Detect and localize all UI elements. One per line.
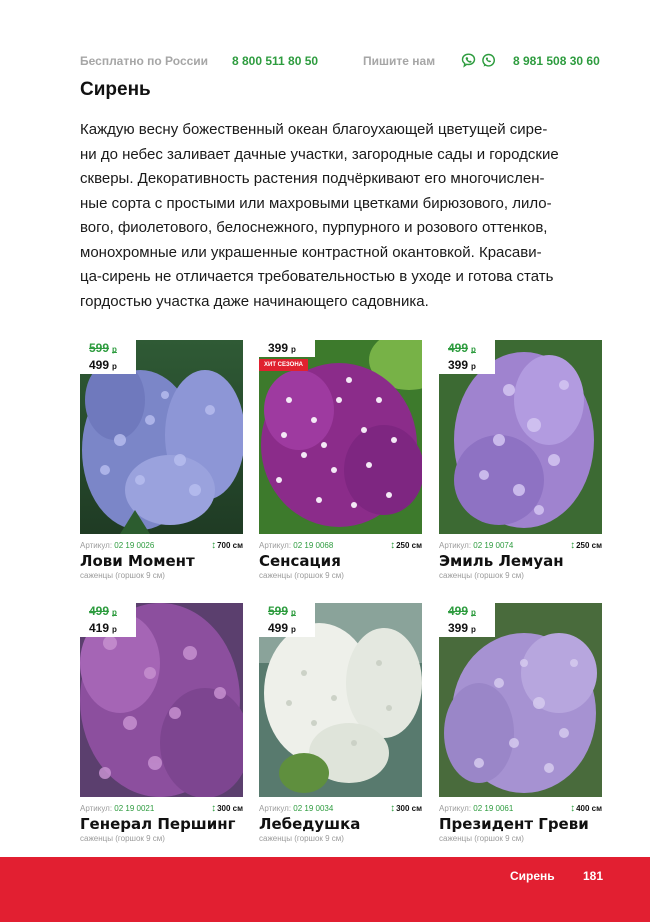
messenger-phone-number[interactable]: 8 981 508 30 60 [513,54,600,68]
height-arrow-icon: ↕ [390,540,396,551]
price-tag [439,340,495,374]
article-number: Артикул: 02 19 0034 [259,804,334,813]
product-subtitle: саженцы (горшок 9 см) [439,571,524,580]
product-name[interactable]: Эмиль Лемуан [439,552,564,570]
article-number: Артикул: 02 19 0068 [259,541,334,550]
product-card[interactable] [439,340,602,585]
whatsapp-icon[interactable] [481,53,496,68]
article-number: Артикул: 02 19 0021 [80,804,155,813]
plant-height: ↕400 см [570,803,602,814]
page-number: 181 [583,869,604,883]
product-meta [439,540,602,551]
product-name[interactable]: Сенсация [259,552,341,570]
product-name[interactable]: Лебедушка [259,815,361,833]
product-name[interactable]: Президент Греви [439,815,589,833]
product-card[interactable] [80,603,243,848]
old-price: 599 р [89,341,117,355]
current-price: 399 р [268,341,296,355]
viber-icon[interactable] [461,53,476,68]
intro-line: ца-сирень не отличается требовательностью в уходе и готова стать [80,268,554,285]
height-arrow-icon: ↕ [211,803,217,814]
plant-height: ↕300 см [390,803,422,814]
current-price: 499 р [89,358,117,372]
article-number: Артикул: 02 19 0061 [439,804,514,813]
product-card[interactable] [439,603,602,848]
intro-line: Каждую весну божественный океан благоухающей цветущей сире- [80,121,548,138]
price-tag [439,603,495,637]
current-price: 499 р [268,621,296,635]
height-arrow-icon: ↕ [211,540,217,551]
product-card[interactable] [80,340,243,585]
product-subtitle: саженцы (горшок 9 см) [80,834,165,843]
intro-line: вого, фиолетового, белоснежного, пурпурного и розового оттенков, [80,219,548,236]
intro-paragraph [80,118,602,314]
plant-height: ↕250 см [390,540,422,551]
intro-line: ни до небес заливает дачные участки, загородные сады и городские [80,145,559,163]
product-subtitle: саженцы (горшок 9 см) [439,834,524,843]
old-price: 499 р [448,604,476,618]
price-tag [259,340,315,357]
product-card[interactable] [259,340,422,585]
old-price: 499 р [448,341,476,355]
product-card[interactable] [259,603,422,848]
intro-line: ные сорта с простыми или махровыми цветками бирюзового, лило- [80,194,552,212]
price-tag [80,340,136,374]
intro-line: гордостью участка даже начинающего садовника. [80,292,429,310]
product-meta [259,803,422,814]
product-subtitle: саженцы (горшок 9 см) [80,571,165,580]
product-meta [439,803,602,814]
current-price: 399 р [448,358,476,372]
height-arrow-icon: ↕ [570,540,576,551]
hit-badge: ХИТ СЕЗОНА [259,359,308,371]
page-title: Сирень [80,79,151,100]
plant-height: ↕300 см [211,803,243,814]
footer-section-title: Сирень [510,869,555,883]
product-meta [80,540,243,551]
plant-height: ↕250 см [570,540,602,551]
plant-height: ↕700 см [211,540,243,551]
free-call-label: Бесплатно по России [80,54,209,68]
contact-bar [80,53,602,71]
height-arrow-icon: ↕ [390,803,396,814]
old-price: 499 р [89,604,117,618]
price-tag [259,603,315,637]
product-meta [80,803,243,814]
current-price: 399 р [448,621,476,635]
write-us-label: Пишите нам [363,54,436,68]
current-price: 419 р [89,621,117,635]
price-tag [80,603,136,637]
page-footer [0,857,650,922]
article-number: Артикул: 02 19 0026 [80,541,155,550]
product-subtitle: саженцы (горшок 9 см) [259,571,344,580]
old-price: 599 р [268,604,296,618]
intro-line: монохромные или украшенные контрастной окантовкой. Красави- [80,243,542,261]
height-arrow-icon: ↕ [570,803,576,814]
product-name[interactable]: Лови Момент [80,552,195,570]
free-phone-number[interactable]: 8 800 511 80 50 [232,54,319,68]
product-meta [259,540,422,551]
product-subtitle: саженцы (горшок 9 см) [259,834,344,843]
intro-line: скверы. Декоративность растения подчёркивают его многочислен- [80,170,545,187]
article-number: Артикул: 02 19 0074 [439,541,514,550]
product-name[interactable]: Генерал Першинг [80,815,236,833]
